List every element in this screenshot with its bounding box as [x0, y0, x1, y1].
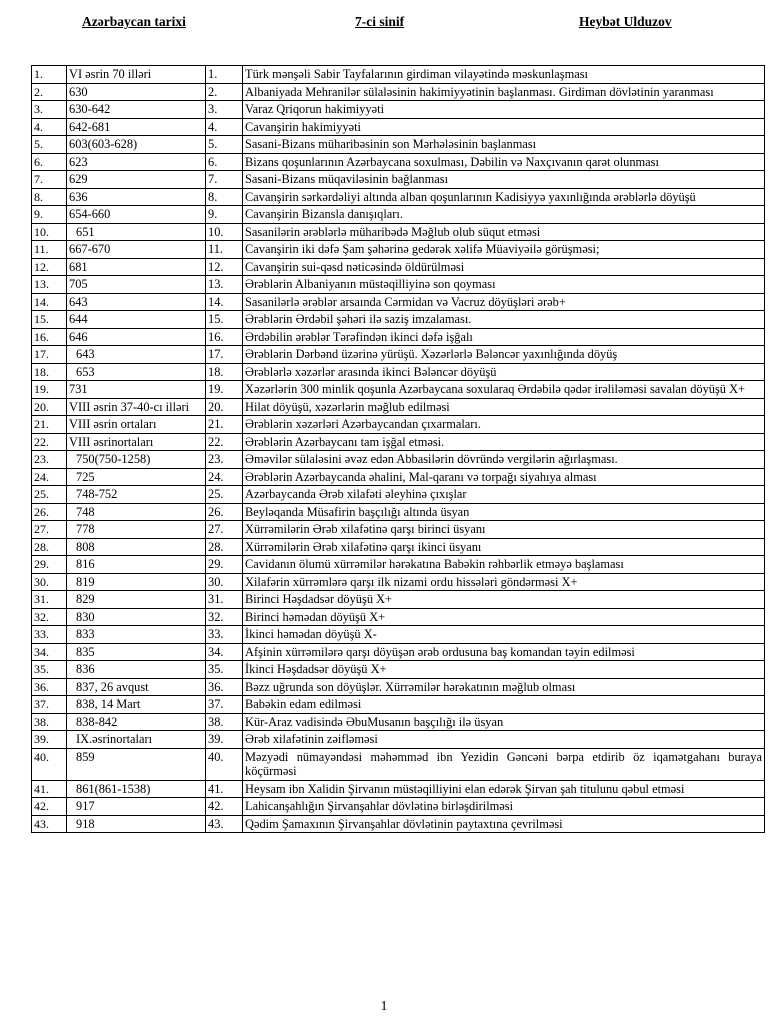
table-row — [32, 798, 765, 816]
event-cell: Ərəblərin Ərdəbil şəhəri ilə saziş imzalaması. — [243, 311, 765, 329]
event-number: 22. — [206, 433, 243, 451]
event-number: 7. — [206, 171, 243, 189]
date-cell: VIII əsrin ortaları — [67, 416, 206, 434]
row-number: 15. — [32, 311, 67, 329]
row-number: 36. — [32, 678, 67, 696]
row-number: 16. — [32, 328, 67, 346]
event-number: 11. — [206, 241, 243, 259]
subject-title: Azərbaycan tarixi — [82, 14, 186, 29]
event-number: 23. — [206, 451, 243, 469]
event-number: 1. — [206, 66, 243, 84]
event-cell: Türk mənşəli Sabir Tayfalarının girdiman vilayətində məskunlaşması — [243, 66, 765, 84]
row-number: 17. — [32, 346, 67, 364]
event-cell: Albaniyada Mehranilər sülaləsinin hakimiyyətinin başlanması. Girdiman dövlətinin yaranması — [243, 83, 765, 101]
row-number: 42. — [32, 798, 67, 816]
table-row — [32, 118, 765, 136]
table-row — [32, 731, 765, 749]
table-row — [32, 591, 765, 609]
event-cell: Beyləqanda Müsafirin başçılığı altında üsyan — [243, 503, 765, 521]
row-number: 19. — [32, 381, 67, 399]
row-number: 24. — [32, 468, 67, 486]
author-name: Heybət Ulduzov — [579, 14, 672, 29]
date-cell: 646 — [67, 328, 206, 346]
event-cell: Ərəblərlə xəzərlər arasında ikinci Bələncər döyüşü — [243, 363, 765, 381]
table-row — [32, 136, 765, 154]
date-cell: 748 — [67, 503, 206, 521]
event-number: 4. — [206, 118, 243, 136]
table-row — [32, 608, 765, 626]
row-number: 39. — [32, 731, 67, 749]
date-cell: VIII əsrinortaları — [67, 433, 206, 451]
event-number: 36. — [206, 678, 243, 696]
event-cell: Sasani-Bizans müharibəsinin son Mərhələsinin başlanması — [243, 136, 765, 154]
table-row — [32, 713, 765, 731]
date-cell: 725 — [67, 468, 206, 486]
event-number: 20. — [206, 398, 243, 416]
date-cell: IX.əsrinortaları — [67, 731, 206, 749]
event-number: 19. — [206, 381, 243, 399]
date-cell: VIII əsrin 37-40-cı illəri — [67, 398, 206, 416]
event-cell: Məzyədi nümayəndəsi məhəmməd ibn Yezidin Gəncəni bərpa etdirib öz iqamətgahanı buraya köçürməsi — [243, 748, 765, 780]
event-number: 35. — [206, 661, 243, 679]
event-number: 43. — [206, 815, 243, 833]
row-number: 3. — [32, 101, 67, 119]
event-cell: Lahicanşahlığın Şirvanşahlar dövlətinə birləşdirilməsi — [243, 798, 765, 816]
row-number: 27. — [32, 521, 67, 539]
table-row — [32, 661, 765, 679]
row-number: 5. — [32, 136, 67, 154]
table-row — [32, 678, 765, 696]
date-cell: 651 — [67, 223, 206, 241]
row-number: 41. — [32, 780, 67, 798]
table-row — [32, 468, 765, 486]
date-cell: 653 — [67, 363, 206, 381]
event-number: 33. — [206, 626, 243, 644]
date-cell: 654-660 — [67, 206, 206, 224]
event-cell: İkinci Həşdadsər döyüşü X+ — [243, 661, 765, 679]
event-number: 8. — [206, 188, 243, 206]
table-row — [32, 241, 765, 259]
table-row — [32, 188, 765, 206]
table-row — [32, 346, 765, 364]
event-number: 15. — [206, 311, 243, 329]
page-number: 1 — [380, 999, 388, 1014]
date-cell: 918 — [67, 815, 206, 833]
date-cell: 643 — [67, 346, 206, 364]
date-cell: 778 — [67, 521, 206, 539]
table-row — [32, 206, 765, 224]
table-row — [32, 626, 765, 644]
date-cell: 833 — [67, 626, 206, 644]
event-cell: Cavidanın ölumü xürrəmilər hərəkatına Babəkin rəhbərlik etməyə başlaması — [243, 556, 765, 574]
date-cell: 629 — [67, 171, 206, 189]
date-cell: 838, 14 Mart — [67, 696, 206, 714]
event-cell: Bizans qoşunlarının Azərbaycana soxulması, Dəbilin və Naxçıvanın qarət olunması — [243, 153, 765, 171]
grade-title: 7-ci sinif — [355, 14, 405, 29]
row-number: 7. — [32, 171, 67, 189]
event-cell: Qədim Şamaxının Şirvanşahlar dövlətinin paytaxtına çevrilməsi — [243, 815, 765, 833]
event-number: 21. — [206, 416, 243, 434]
row-number: 8. — [32, 188, 67, 206]
event-cell: Cavanşirin hakimiyyəti — [243, 118, 765, 136]
table-row — [32, 503, 765, 521]
table-row — [32, 398, 765, 416]
event-number: 38. — [206, 713, 243, 731]
event-number: 31. — [206, 591, 243, 609]
event-number: 41. — [206, 780, 243, 798]
date-cell: 917 — [67, 798, 206, 816]
date-cell: 643 — [67, 293, 206, 311]
event-number: 2. — [206, 83, 243, 101]
date-cell: 829 — [67, 591, 206, 609]
event-cell: Ərəblərin xəzərləri Azərbaycandan çıxarmaları. — [243, 416, 765, 434]
event-cell: Cavanşirin sui-qəsd nəticəsində öldürülməsi — [243, 258, 765, 276]
event-number: 42. — [206, 798, 243, 816]
event-cell: Birinci Həşdadsər döyüşü X+ — [243, 591, 765, 609]
row-number: 31. — [32, 591, 67, 609]
event-cell: Ərəblərin Azərbaycanı tam işğal etməsi. — [243, 433, 765, 451]
date-cell: 750(750-1258) — [67, 451, 206, 469]
event-cell: Ərəb xilafətinin zəifləməsi — [243, 731, 765, 749]
date-cell: 859 — [67, 748, 206, 780]
event-cell: Hilat döyüşü, xəzərlərin məğlub edilməsi — [243, 398, 765, 416]
event-number: 17. — [206, 346, 243, 364]
table-row — [32, 328, 765, 346]
date-cell: 861(861-1538) — [67, 780, 206, 798]
table-row — [32, 815, 765, 833]
date-cell: 838-842 — [67, 713, 206, 731]
date-cell: 630 — [67, 83, 206, 101]
event-number: 27. — [206, 521, 243, 539]
event-number: 28. — [206, 538, 243, 556]
table-row — [32, 311, 765, 329]
row-number: 21. — [32, 416, 67, 434]
row-number: 18. — [32, 363, 67, 381]
event-number: 30. — [206, 573, 243, 591]
row-number: 6. — [32, 153, 67, 171]
date-cell: 644 — [67, 311, 206, 329]
row-number: 25. — [32, 486, 67, 504]
event-cell: Ərəblərin Albaniyanın müstəqilliyinə son qoyması — [243, 276, 765, 294]
date-cell: 642-681 — [67, 118, 206, 136]
date-cell: 731 — [67, 381, 206, 399]
event-number: 29. — [206, 556, 243, 574]
event-cell: Sasani-Bizans müqaviləsinin bağlanması — [243, 171, 765, 189]
event-number: 37. — [206, 696, 243, 714]
table-row — [32, 101, 765, 119]
table-row — [32, 451, 765, 469]
event-number: 18. — [206, 363, 243, 381]
date-cell: 681 — [67, 258, 206, 276]
event-cell: Afşinin xürrəmilərə qarşı döyüşən ərəb ordusuna baş komandan təyin edilməsi — [243, 643, 765, 661]
event-cell: Azərbaycanda Ərəb xilafəti əleyhinə çıxışlar — [243, 486, 765, 504]
event-cell: Kür-Araz vadisində ƏbuMusanın başçılığı ilə üsyan — [243, 713, 765, 731]
event-cell: Varaz Qriqorun hakimiyyəti — [243, 101, 765, 119]
chronology-table-body — [32, 66, 765, 833]
date-cell: 816 — [67, 556, 206, 574]
event-cell: Ərəblərin Azərbaycanda əhalini, Mal-qaranı və torpağı siyahıya alması — [243, 468, 765, 486]
date-cell: 837, 26 avqust — [67, 678, 206, 696]
row-number: 14. — [32, 293, 67, 311]
event-cell: Cavanşirin sərkərdəliyi altında alban qoşunlarının Kadisiyyə yaxınlığında ərəblərlə döyüşü — [243, 188, 765, 206]
event-number: 34. — [206, 643, 243, 661]
event-number: 3. — [206, 101, 243, 119]
row-number: 30. — [32, 573, 67, 591]
event-number: 25. — [206, 486, 243, 504]
event-cell: İkinci həmədan döyüşü X- — [243, 626, 765, 644]
chronology-table — [31, 65, 765, 833]
row-number: 13. — [32, 276, 67, 294]
date-cell: 836 — [67, 661, 206, 679]
table-row — [32, 780, 765, 798]
row-number: 33. — [32, 626, 67, 644]
event-cell: Əməvilər sülaləsini əvəz edən Abbasilərin dövründə vergilərin ağırlaşması. — [243, 451, 765, 469]
date-cell: 623 — [67, 153, 206, 171]
row-number: 10. — [32, 223, 67, 241]
row-number: 34. — [32, 643, 67, 661]
row-number: 26. — [32, 503, 67, 521]
event-number: 39. — [206, 731, 243, 749]
date-cell: 636 — [67, 188, 206, 206]
event-cell: Birinci həmədan döyüşü X+ — [243, 608, 765, 626]
row-number: 32. — [32, 608, 67, 626]
event-cell: Babəkin edam edilməsi — [243, 696, 765, 714]
page-header — [0, 14, 768, 34]
table-row — [32, 223, 765, 241]
event-cell: Ərəblərin Dərbənd üzərinə yürüşü. Xəzərlərlə Bələncər yaxınlığında döyüş — [243, 346, 765, 364]
event-cell: Cavanşirin iki dəfə Şam şəhərinə gedərək xəlifə Müaviyəilə görüşməsi; — [243, 241, 765, 259]
table-row — [32, 556, 765, 574]
row-number: 29. — [32, 556, 67, 574]
event-cell: Xəzərlərin 300 minlik qoşunla Azərbaycana soxularaq Ərdəbilə qədər irəliləməsi savalan döyüşü X+ — [243, 381, 765, 399]
row-number: 20. — [32, 398, 67, 416]
event-cell: Cavanşirin Bizansla danışıqları. — [243, 206, 765, 224]
event-cell: Bəzz uğrunda son döyüşlər. Xürrəmilər hərəkatının məğlub olması — [243, 678, 765, 696]
row-number: 9. — [32, 206, 67, 224]
event-number: 12. — [206, 258, 243, 276]
row-number: 1. — [32, 66, 67, 84]
table-row — [32, 171, 765, 189]
table-row — [32, 748, 765, 780]
date-cell: VI əsrin 70 illəri — [67, 66, 206, 84]
row-number: 22. — [32, 433, 67, 451]
event-number: 16. — [206, 328, 243, 346]
table-row — [32, 66, 765, 84]
row-number: 4. — [32, 118, 67, 136]
table-row — [32, 486, 765, 504]
table-row — [32, 696, 765, 714]
event-number: 40. — [206, 748, 243, 780]
table-row — [32, 276, 765, 294]
date-cell: 667-670 — [67, 241, 206, 259]
event-number: 6. — [206, 153, 243, 171]
row-number: 35. — [32, 661, 67, 679]
table-row — [32, 538, 765, 556]
event-number: 10. — [206, 223, 243, 241]
table-row — [32, 293, 765, 311]
table-row — [32, 416, 765, 434]
date-cell: 748-752 — [67, 486, 206, 504]
event-number: 26. — [206, 503, 243, 521]
table-row — [32, 258, 765, 276]
event-cell: Xilafərin xürrəmlərə qarşı ilk nizami ordu hissələri göndərməsi X+ — [243, 573, 765, 591]
event-cell: Heysam ibn Xalidin Şirvanın müstəqilliyini elan edərək Şirvan şah titulunu qəbul etməsi — [243, 780, 765, 798]
date-cell: 830 — [67, 608, 206, 626]
event-number: 14. — [206, 293, 243, 311]
row-number: 11. — [32, 241, 67, 259]
row-number: 28. — [32, 538, 67, 556]
table-row — [32, 521, 765, 539]
event-cell: Xürrəmilərin Ərəb xilafətinə qarşı birinci üsyanı — [243, 521, 765, 539]
event-cell: Sasanilərlə ərəblər arsaında Cərmidan və Vacruz döyüşləri ərəb+ — [243, 293, 765, 311]
table-row — [32, 433, 765, 451]
date-cell: 705 — [67, 276, 206, 294]
date-cell: 630-642 — [67, 101, 206, 119]
event-cell: Ərdəbilin ərəblər Tərəfindən ikinci dəfə işğalı — [243, 328, 765, 346]
table-row — [32, 643, 765, 661]
row-number: 12. — [32, 258, 67, 276]
row-number: 2. — [32, 83, 67, 101]
date-cell: 603(603-628) — [67, 136, 206, 154]
event-number: 24. — [206, 468, 243, 486]
row-number: 23. — [32, 451, 67, 469]
event-number: 9. — [206, 206, 243, 224]
table-row — [32, 83, 765, 101]
date-cell: 808 — [67, 538, 206, 556]
row-number: 40. — [32, 748, 67, 780]
date-cell: 835 — [67, 643, 206, 661]
event-number: 32. — [206, 608, 243, 626]
table-row — [32, 573, 765, 591]
event-number: 5. — [206, 136, 243, 154]
event-number: 13. — [206, 276, 243, 294]
table-row — [32, 153, 765, 171]
event-cell: Xürrəmilərin Ərəb xilafətinə qarşı ikinci üsyanı — [243, 538, 765, 556]
row-number: 37. — [32, 696, 67, 714]
row-number: 38. — [32, 713, 67, 731]
table-row — [32, 381, 765, 399]
event-cell: Sasanilərin ərəblərlə müharibədə Məğlub olub süqut etməsi — [243, 223, 765, 241]
date-cell: 819 — [67, 573, 206, 591]
table-row — [32, 363, 765, 381]
row-number: 43. — [32, 815, 67, 833]
